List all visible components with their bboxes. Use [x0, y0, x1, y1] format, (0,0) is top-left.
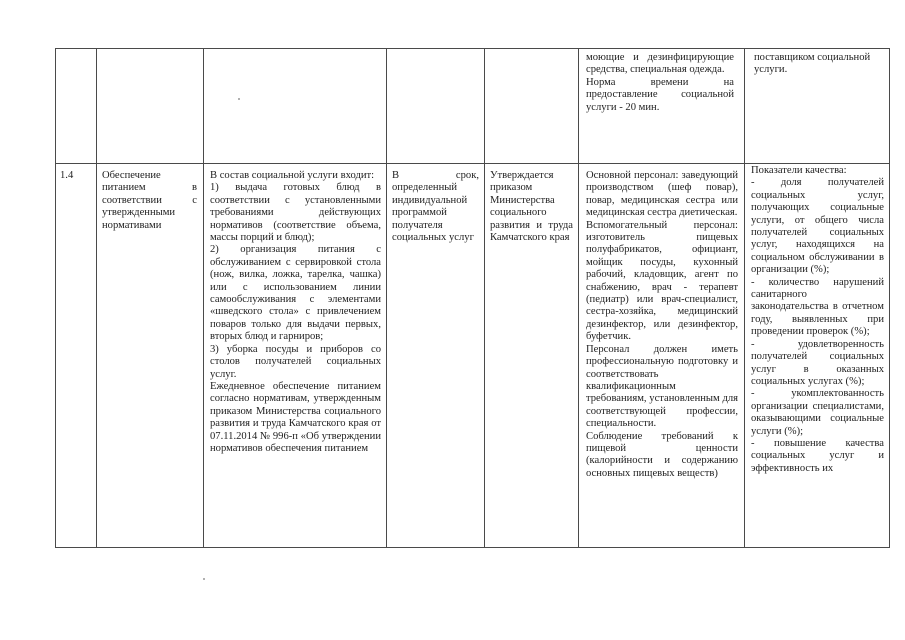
table-line-col-2: [203, 48, 204, 548]
table-line-col-0: [55, 48, 56, 548]
table-line-row-divider: [55, 163, 890, 164]
top-row-quality-cell: поставщиком социальной услуги.: [754, 52, 871, 76]
table-line-col-4: [484, 48, 485, 548]
service-norm-cell: Утверждается приказом Министерства социального развития и труда Камчатского края: [490, 170, 573, 244]
top-row-resources-cell: моющие и дезинфицирующие средства, специальная одежда. Норма времени на предоставление социальной услуги - 20 мин.: [586, 52, 734, 113]
table-line-top: [55, 48, 890, 49]
table-line-col-6: [744, 48, 745, 548]
table-line-col-1: [96, 48, 97, 548]
service-conditions-cell: Основной персонал: заведующий производством (шеф повар), повар, медицинская сестра или медицинская сестра диетическая. Вспомогательный персонал: изготовитель пищевых полуфабрикатов, официант, мойщик посуды, кухонный рабочий, кладовщик, агент по снабжению, врач - терапевт (педиатр) или врач-специалист, сестра-хозяйка, медицинский дезинфектор, или дезинфектор, буфетчик. Персонал должен иметь профессиональную подготовку и соответствовать квалификационным требованиям, установленным для соответствующей профессии, специальности. Соблюдение требований к пищевой ценности (калорийности и содержанию основных пищевых веществ): [586, 170, 738, 479]
service-term-cell: В срок, определенный индивидуальной программой получателя социальных услуг: [392, 170, 479, 244]
row-number-cell: 1.4: [60, 170, 74, 181]
service-content-cell: В состав социальной услуги входит: 1) выдача готовых блюд в соответствии с установленными требованиями действующих нормативов (соответствие объема, массы порций и блюд); 2) организация питания с обслуживанием с сервировкой стола (нож, вилка, ложка, тарелка, чашка) или с использованием линии самообслуживания с элементами «шведского стола» с привлечением поваров только для выдачи первых, вторых блюд и гарниров; 3) уборка посуды и приборов со столов получателей социальных услуг. Ежедневное обеспечение питанием согласно нормативам, утвержденным приказом Министерства социального развития и труда Камчатского края от 07.11.2014 № 996-п «Об утверждении нормативов обеспечения питанием: [210, 170, 381, 454]
table-line-col-3: [386, 48, 387, 548]
table-line-col-7: [889, 48, 890, 548]
scan-speck: [203, 578, 205, 580]
scan-speck: [238, 98, 240, 100]
service-name-cell: Обеспечение питанием в соответствии с утвержденными нормативами: [102, 170, 197, 231]
table-line-bottom: [55, 547, 890, 548]
table-line-col-5: [578, 48, 579, 548]
quality-indicators-cell: Показатели качества: - доля получателей социальных услуг, получающих социальные услуги, от общего числа получателей социальных услуг, находящихся на социальном обслуживании в организации (%); - количество нарушений санитарного законодательства в отчетном году, выявленных при проведении проверок (%); - удовлетворенность получателей социальных услуг в оказанных социальных услугах (%); - укомплектованность организации специалистами, оказывающими социальные услуги (%); - повышение качества социальных услуг и эффективность их: [751, 165, 884, 474]
